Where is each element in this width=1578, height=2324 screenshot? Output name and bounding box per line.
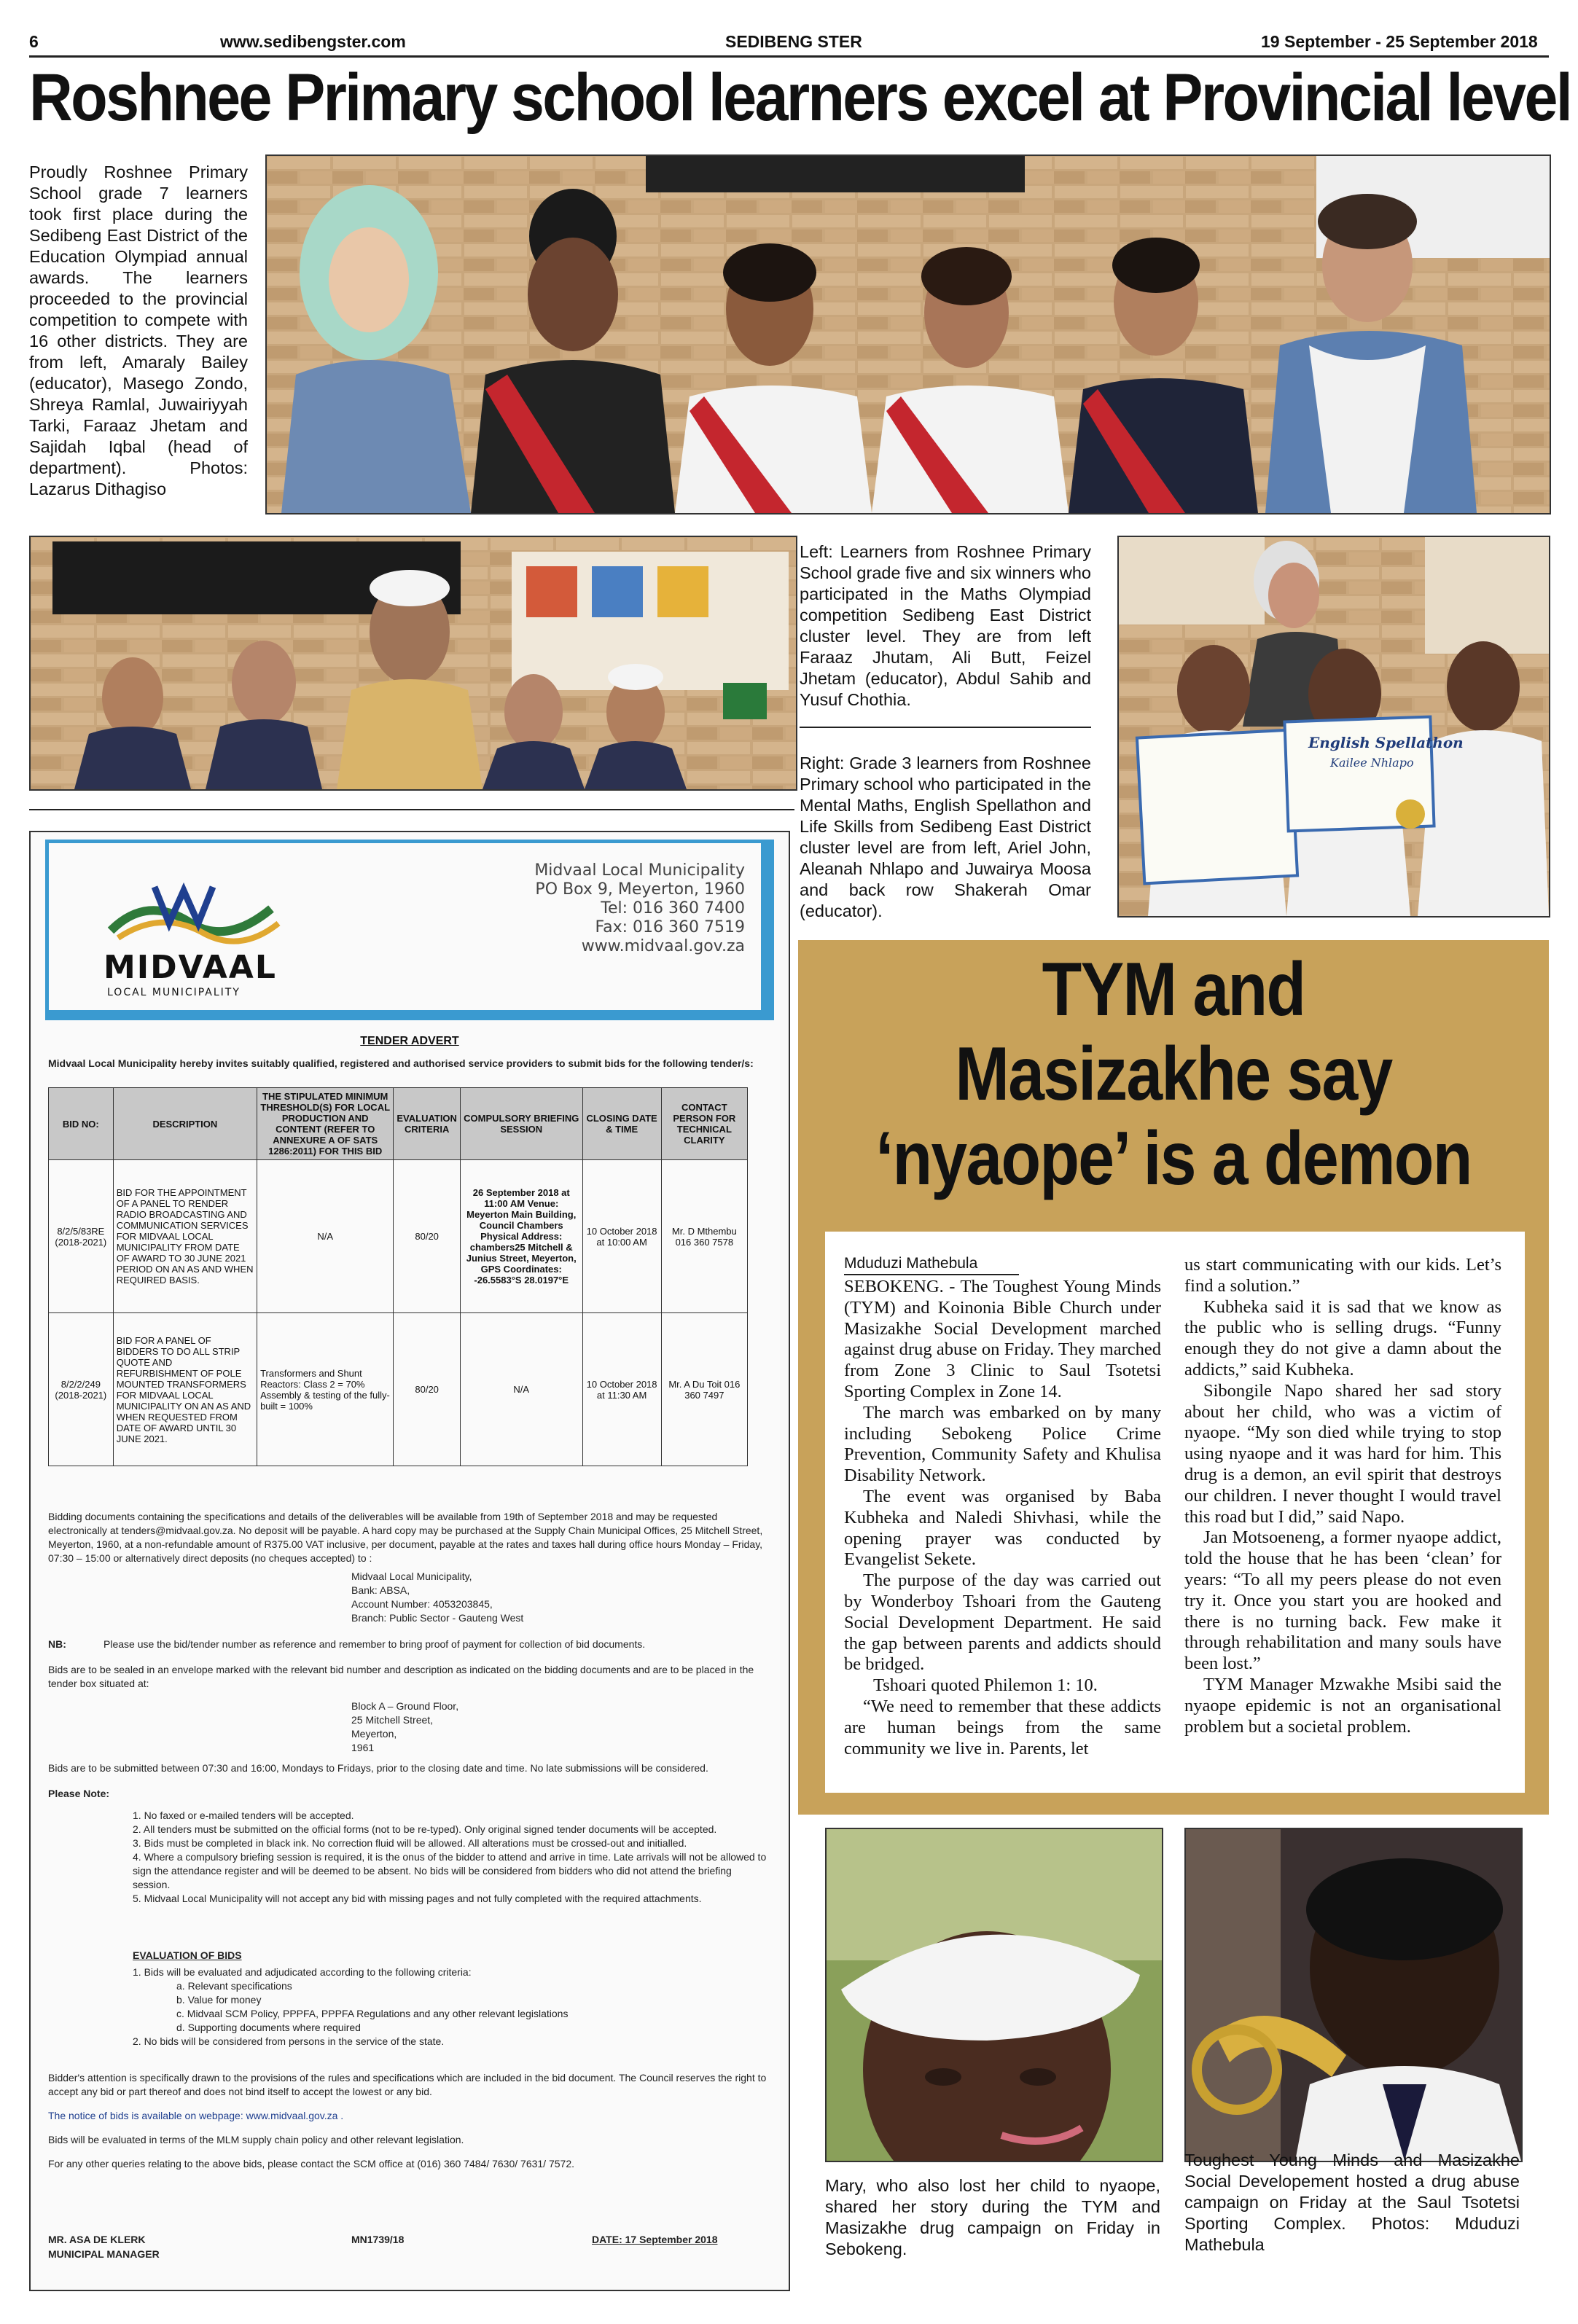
bid-briefing: 26 September 2018 at 11:00 AM Venue: Meyerton Main Building, Council Chambers Physical Address: chambers25 Mitchell & Junius Street, Meyerton, GPS Coordinates: -26.5583°S 28.0197°E xyxy=(460,1160,582,1313)
col-contact: CONTACT PERSON FOR TECHNICAL CLARITY xyxy=(661,1088,747,1160)
table-row xyxy=(49,1160,748,1313)
bid-criteria: 80/20 xyxy=(394,1160,461,1313)
bank-details xyxy=(351,1570,716,1625)
bank-line-2: Bank: ABSA, xyxy=(351,1584,410,1596)
tym-column-2 xyxy=(1184,1255,1501,1737)
bid-threshold: Transformers and Shunt Reactors: Class 2 = 70% Assembly & testing of the fully-built = 100% xyxy=(257,1313,394,1466)
main-group-photo xyxy=(265,154,1551,515)
tym-headline-line-1: TYM and xyxy=(1042,947,1305,1032)
bid-contact: Mr. A Du Toit 016 360 7497 xyxy=(661,1313,747,1466)
tender-intro: Midvaal Local Municipality hereby invites suitably qualified, registered and authorised service providers to submit bids for the following tender/s: xyxy=(48,1057,754,1069)
bank-line-1: Midvaal Local Municipality, xyxy=(351,1570,472,1582)
bid-closing: 10 October 2018 at 10:00 AM xyxy=(582,1160,661,1313)
mary-photo-illustration xyxy=(827,1829,1162,2161)
paragraph: Sibongile Napo shared her sad story about her child, who was a victim of nyaope. “My son died while trying to stop using nyaope and it was hard for him. This drug is a demon, an evil spirit that destroys our children. I never thought I would travel this road but I did,” said Napo. xyxy=(1184,1380,1501,1527)
mary-photo-caption: Mary, who also lost her child to nyaope, shared her story during the TYM and Masizakhe drug campaign on Friday in Sebokeng. xyxy=(825,2176,1160,2258)
signatory-name: MR. ASA DE KLERK xyxy=(48,2234,146,2245)
nb-text: Please use the bid/tender number as reference and remember to bring proof of payment for collection of bid documents. xyxy=(103,1638,646,1650)
tym-byline: Mduduzi Mathebula xyxy=(844,1255,978,1272)
letterhead-line-1: PO Box 9, Meyerton, 1960 xyxy=(535,880,745,899)
evaluation-list xyxy=(133,1965,767,2049)
notice-text[interactable]: The notice of bids is available on webpage: www.midvaal.gov.za . xyxy=(48,2110,344,2121)
eval-item: 1. Bids will be evaluated and adjudicated according to the following criteria: xyxy=(133,1966,472,1978)
col-threshold: THE STIPULATED MINIMUM THRESHOLD(S) FOR LOCAL PRODUCTION AND CONTENT (REFER TO ANNEXURE A OF SATS 1286:2011) FOR THIS BID xyxy=(257,1088,394,1160)
note-item: 1. No faxed or e-mailed tenders will be accepted. xyxy=(133,1809,354,1821)
tym-headline-line-3: ‘nyaope’ is a demon xyxy=(875,1116,1472,1201)
grade3-photo xyxy=(1117,536,1550,918)
paragraph: The purpose of the day was carried out by Wonderboy Tshoari from the Gauteng Social Development Department. He said the gap between parents and addicts should be bridged. xyxy=(844,1570,1161,1675)
bid-description: BID FOR A PANEL OF BIDDERS TO DO ALL STRIP QUOTE AND REFURBISHMENT OF POLE MOUNTED TRANSFORMERS FOR MIDVAAL LOCAL MUNICIPALITY ON AN AS AND WHEN REQUESTED FROM DATE OF AWARD UNTIL 30 JUNE 2021. xyxy=(113,1313,257,1466)
paragraph: “We need to remember that these addicts are human beings from the same community we live in. Parents, let xyxy=(844,1696,1161,1758)
caption-divider xyxy=(800,727,1091,728)
trumpet-photo-illustration xyxy=(1186,1829,1521,2161)
box-line-4: 1961 xyxy=(351,1742,375,1753)
bank-line-3: Account Number: 4053203845, xyxy=(351,1598,493,1610)
paragraph: The march was embarked on by many including Sebokeng Police Crime Prevention, Community Safety and Khulisa Disability Network. xyxy=(844,1402,1161,1486)
page-headline: Roshnee Primary school learners excel at Provincial level xyxy=(29,60,1571,135)
box-line-2: 25 Mitchell Street, xyxy=(351,1714,434,1726)
table-row xyxy=(49,1313,748,1466)
bidding-documents-text: Bidding documents containing the specifications and details of the deliverables will be available from 19th of September 2018 and may be requested electronically at tenders@midvaal.gov.za. No deposit will be payable. A hard copy may be purchased at the Supply Chain Municipal Offices, 25 Mitchell Street, Meyerton, 1960, at a non-refundable amount of R375.00 VAT inclusive, per document, payable at the rates and taxes hall during office hours Monday – Friday, 07:30 – 15:00 or alternatively direct deposits (no cheques accepted) to : xyxy=(48,1511,763,1564)
box-line-3: Meyerton, xyxy=(351,1728,397,1740)
signatory-title: MUNICIPAL MANAGER xyxy=(48,2248,160,2260)
note-item: 3. Bids must be completed in black ink. No correction fluid will be allowed. All alterations must be crossed-out and initialled. xyxy=(133,1837,687,1849)
mary-photo xyxy=(825,1828,1163,2162)
website: www.sedibengster.com xyxy=(220,32,406,51)
col-closing: CLOSING DATE & TIME xyxy=(582,1088,661,1160)
section-divider xyxy=(29,809,794,810)
bid-no: 8/2/5/83RE (2018-2021) xyxy=(49,1160,114,1313)
paragraph: TYM Manager Mzwakhe Msibi said the nyaope epidemic is not an organisational problem but a societal problem. xyxy=(1184,1674,1501,1737)
bid-contact: Mr. D Mthembu 016 360 7578 xyxy=(661,1160,747,1313)
col-bid-no: BID NO: xyxy=(49,1088,114,1160)
tym-column-1 xyxy=(844,1277,1161,1759)
paper-name: SEDIBENG STER xyxy=(725,32,862,51)
maths-olympiad-photo xyxy=(29,536,797,791)
tender-advert xyxy=(29,831,790,2291)
page-number: 6 xyxy=(29,32,39,51)
eval-item: a. Relevant specifications xyxy=(176,1980,292,1992)
advert-reference: MN1739/18 xyxy=(351,2234,405,2245)
eval-item: d. Supporting documents where required xyxy=(176,2022,361,2033)
col-briefing: COMPULSORY BRIEFING SESSION xyxy=(460,1088,582,1160)
eval-item: c. Midvaal SCM Policy, PPPFA, PPPFA Regulations and any other relevant legislations xyxy=(176,2008,569,2019)
please-note-label: Please Note: xyxy=(48,1788,110,1799)
midvaal-logo-icon xyxy=(103,872,293,952)
certificate-title: English Spellathon xyxy=(1308,734,1464,751)
group-photo-illustration xyxy=(267,156,1550,513)
trumpet-photo-caption: Toughest Young Minds and Masizakhe Social Developement hosted a drug abuse campaign on Friday at the Saul Tsotetsi Sporting Complex. Photos: Mduduzi Mathebula xyxy=(1184,2151,1520,2254)
sealed-envelope-text: Bids are to be sealed in an envelope marked with the relevant bid number and description as indicated on the bidding documents and are to be placed in the tender box situated at: xyxy=(48,1664,754,1689)
note-item: 4. Where a compulsory briefing session is required, it is the onus of the bidder to attend and arrive in time. Late arrivals will not be allowed to sign the attendance register and will be deemed to be absent. No bids will be considered from bidders who did not attend the briefing session. xyxy=(133,1851,767,1890)
bids-table-wrapper xyxy=(48,1087,770,1466)
queries-text: For any other queries relating to the above bids, please contact the SCM office at (016) 360 7484/ 7630/ 7631/ 7572. xyxy=(48,2158,574,2170)
certificate-name: Kailee Nhlapo xyxy=(1330,756,1414,770)
col-criteria: EVALUATION CRITERIA xyxy=(394,1088,461,1160)
paragraph: SEBOKENG. - The Toughest Young Minds (TYM) and Koinonia Bible Church under Masizakhe Social Development marched against drug abuse on Friday. They marched from Zone 3 Clinic to Saul Tsotetsi Sporting Complex in Zone 14. xyxy=(844,1277,1161,1401)
logo-subtitle: LOCAL MUNICIPALITY xyxy=(107,987,241,998)
letterhead-line-4: www.midvaal.gov.za xyxy=(581,937,745,955)
note-item: 5. Midvaal Local Municipality will not accept any bid with missing pages and not fully completed with the required attachments. xyxy=(133,1893,702,1904)
bank-line-4: Branch: Public Sector - Gauteng West xyxy=(351,1612,524,1624)
submission-hours-text: Bids are to be submitted between 07:30 and 16:00, Mondays to Fridays, prior to the closing date and time. No late submissions will be considered. xyxy=(48,1762,708,1774)
eval-item: 2. No bids will be considered from persons in the service of the state. xyxy=(133,2035,445,2047)
left-photo-caption: Left: Learners from Roshnee Primary School grade five and six winners who participated in the Maths Olympiad competition Sedibeng East District cluster level. They are from left Faraaz Jhutam, Ali Butt, Feizel Jhetam (educator), Abdul Sahib and Yusuf Chothia. xyxy=(800,542,1091,709)
note-item: 2. All tenders must be submitted on the official forms (not to be re-typed). Only original signed tender documents will be accepted. xyxy=(133,1823,717,1835)
bids-table xyxy=(48,1087,748,1466)
bid-closing: 10 October 2018 at 11:30 AM xyxy=(582,1313,661,1466)
byline-rule xyxy=(844,1274,1019,1275)
maths-olympiad-illustration xyxy=(31,537,796,789)
letterhead-org: Midvaal Local Municipality xyxy=(534,861,745,880)
tym-headline xyxy=(851,947,1496,1201)
box-line-1: Block A – Ground Floor, xyxy=(351,1700,459,1712)
letterhead-line-3: Fax: 016 360 7519 xyxy=(595,918,745,936)
bid-criteria: 80/20 xyxy=(394,1313,461,1466)
bid-threshold: N/A xyxy=(257,1160,394,1313)
bid-no: 8/2/2/249 (2018-2021) xyxy=(49,1313,114,1466)
paragraph: Tshoari quoted Philemon 1: 10. xyxy=(873,1675,1098,1696)
letterhead-line-2: Tel: 016 360 7400 xyxy=(601,899,745,918)
grade3-illustration xyxy=(1119,537,1549,916)
eval-item: b. Value for money xyxy=(176,1994,262,2006)
advert-date: DATE: 17 September 2018 xyxy=(592,2234,718,2245)
tender-box-address xyxy=(351,1699,643,1755)
paragraph: Kubheka said it is sad that we know as the public who is selling drugs. “Funny enough they do not give a damn about the addicts,” said Kubheka. xyxy=(1184,1296,1501,1380)
paragraph: The event was organised by Baba Kubheka and Naledi Shivhasi, while the opening prayer was conducted by Evangelist Sekete. xyxy=(844,1486,1161,1570)
attention-text: Bidder's attention is specifically drawn to the provisions of the rules and specifications which are included in the bid document. The Council reserves the right to accept any bid or part thereof and does not bind itself to accept the lowest or any bid. xyxy=(48,2072,767,2097)
bid-briefing: N/A xyxy=(460,1313,582,1466)
col-description: DESCRIPTION xyxy=(113,1088,257,1160)
issue-date: 19 September - 25 September 2018 xyxy=(1261,32,1538,51)
paragraph: us start communicating with our kids. Let’s find a solution.” xyxy=(1184,1255,1501,1296)
logo-wordmark: MIDVAAL xyxy=(103,949,277,986)
mlm-policy-text: Bids will be evaluated in terms of the MLM supply chain policy and other relevant legislation. xyxy=(48,2134,464,2145)
tym-headline-line-2: Masizakhe say xyxy=(955,1032,1392,1116)
main-photo-caption: Proudly Roshnee Primary School grade 7 learners took first place during the Sedibeng East District of the Education Olympiad annual awards. The learners proceeded to the provincial competition to compete with 16 other districts. They are from left, Amaraly Bailey (educator), Masego Zondo, Shreya Ramlal, Juwairiyyah Tarki, Faraaz Jhetam and Sajidah Iqbal (head of department). Photos: Lazarus Dithagiso xyxy=(29,163,248,498)
header-rule xyxy=(29,55,1549,58)
evaluation-label: EVALUATION OF BIDS xyxy=(133,1949,242,1961)
letterhead-address xyxy=(395,861,745,956)
nb-label: NB: xyxy=(48,1638,66,1650)
notes-list xyxy=(133,1809,767,1906)
trumpet-photo xyxy=(1184,1828,1523,2162)
paragraph: Jan Motsoeneng, a former nyaope addict, told the house that he has been ‘clean’ for years: “To all my peers please do not even try it. Once you start you are hooked and there is no turning back. Few make it through rehabilitation and many souls have been lost.” xyxy=(1184,1527,1501,1674)
right-photo-caption: Right: Grade 3 learners from Roshnee Primary school who participated in the Mental Maths, English Spellathon and Life Skills from Sedibeng East District cluster level are from left, Ariel John, Aleanah Nhlapo and Juwairya Moosa and back row Shakerah Omar (educator). xyxy=(800,754,1091,920)
bid-description: BID FOR THE APPOINTMENT OF A PANEL TO RENDER RADIO BROADCASTING AND COMMUNICATION SERVICES FOR MIDVAAL LOCAL MUNICIPALITY FROM DATE OF AWARD TO 30 JUNE 2021 PERIOD ON AN AS AND WHEN REQUIRED BASIS. xyxy=(113,1160,257,1313)
tender-title: TENDER ADVERT xyxy=(360,1035,459,1047)
